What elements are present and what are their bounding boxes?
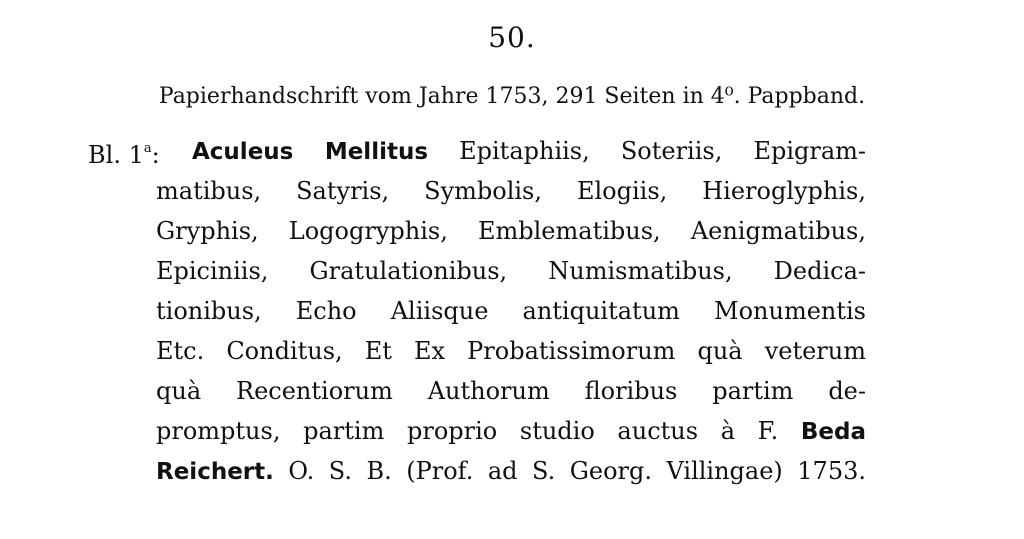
entry-line-text: quà Recentiorum Authorum floribus partim de-: [156, 377, 866, 405]
entry-line: [156, 171, 866, 211]
author-surname-bold: Reichert.: [156, 459, 274, 485]
entry-title-bold: Aculeus Mellitus: [192, 139, 429, 165]
entry-label-superscript: a: [143, 141, 152, 156]
entry-line: [156, 251, 866, 291]
entry-line: [156, 131, 866, 171]
author-name-bold: Beda: [800, 419, 866, 445]
entry-line-text: Epiciniis, Gratulationibus, Numismatibus, Dedica-: [156, 257, 866, 285]
entry-line: [156, 211, 866, 251]
entry-label-prefix: Bl. 1: [88, 141, 144, 169]
entry-line-text: Etc. Conditus, Et Ex Probatissimorum quà veterum: [156, 337, 866, 365]
entry-line-text: Gryphis, Logogryphis, Emblematibus, Aenigmatibus,: [156, 217, 866, 245]
entry-line-text: tionibus, Echo Aliisque antiquitatum Monumentis: [156, 297, 866, 325]
entry-line-text: Epitaphiis, Soteriis, Epigram-: [428, 137, 867, 165]
entry-line-text: promptus, partim proprio studio auctus à F.: [156, 417, 801, 445]
entry-line: [156, 291, 866, 331]
entry-line-text: matibus, Satyris, Symbolis, Elogiis, Hieroglyphis,: [156, 177, 866, 205]
entry-line: [156, 371, 866, 411]
entry-label-suffix: :: [151, 141, 160, 169]
page-number: 50.: [488, 21, 536, 54]
manuscript-description: Papierhandschrift vom Jahre 1753, 291 Seiten in 4⁰. Pappband.: [158, 84, 866, 109]
entry-line: [156, 331, 866, 371]
entry-line: [156, 451, 866, 491]
entry-label: [88, 131, 160, 175]
entry-line-text: O. S. B. (Prof. ad S. Georg. Villingae) 1753.: [273, 457, 866, 485]
entry-line: [156, 411, 866, 451]
entry-body: [156, 131, 866, 491]
